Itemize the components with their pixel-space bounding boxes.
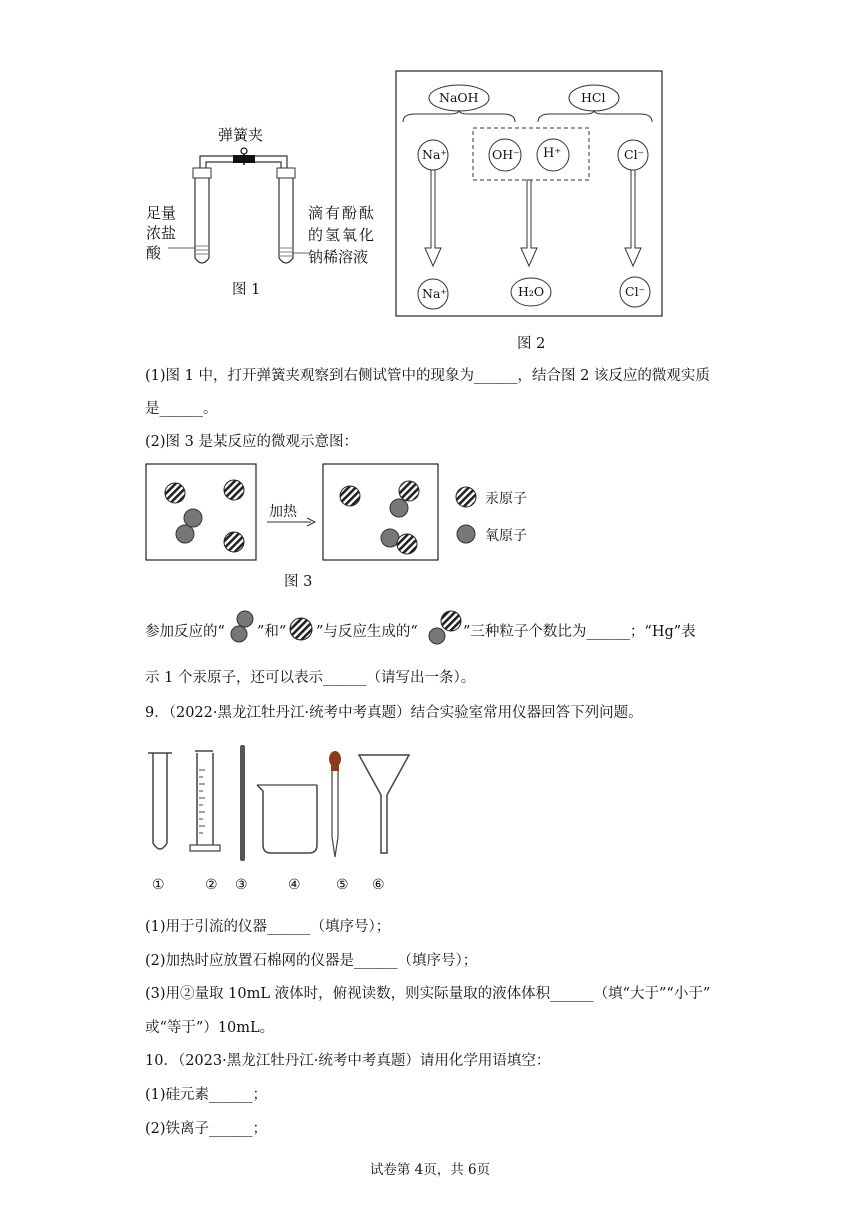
figure-1-caption: 图 1 [232, 282, 261, 298]
q9-sub3-line2: 或“等于”）10mL。 [145, 1020, 275, 1036]
lab-instruments [145, 745, 415, 895]
q10-sub1: (1)硅元素______； [145, 1087, 268, 1103]
left-label-line-2: 浓盐 [146, 224, 177, 242]
naoh-label: NaOH [439, 90, 479, 105]
q9-sub2: (2)加热时应放置石棉网的仪器是______（填序号）； [145, 953, 478, 969]
q8-part2-intro: (2)图 3 是某反应的微观示意图： [145, 434, 358, 450]
legend-mercury-label: 汞原子 [485, 491, 527, 507]
beaker-icon [257, 785, 317, 853]
sentence-part-3: ”与反应生成的“ [316, 624, 418, 640]
mercury-oxide-diagram [145, 463, 565, 563]
heating-label: 加热 [269, 504, 297, 520]
neutralization-diagram [395, 70, 695, 320]
left-label-line-1: 足量 [146, 204, 177, 222]
mercury-atom-icon [288, 616, 314, 642]
dropper-icon [329, 751, 341, 857]
instrument-label-4: ④ [288, 877, 301, 893]
instrument-label-5: ⑤ [336, 877, 349, 893]
na-ion-label: Na⁺ [422, 147, 447, 162]
q10-title: 10．（2023·黑龙江牡丹江·统考中考真题）请用化学用语填空： [145, 1053, 551, 1069]
left-label-line-3: 酸 [146, 244, 162, 262]
oxygen-atom-legend-icon [457, 525, 475, 543]
clamp-label: 弹簧夹 [218, 126, 264, 144]
q10-sub2: (2)铁离子______； [145, 1121, 268, 1137]
graduated-cylinder-icon [190, 751, 220, 851]
q8-part1-line1: (1)图 1 中，打开弹簧夹观察到右侧试管中的现象为______，结合图 2 该反应的微观实质 [145, 368, 710, 384]
q9-sub3-line1: (3)用②量取 10mL 液体时，俯视读数，则实际量取的液体体积______（填“大于”“小于” [145, 986, 711, 1002]
oh-ion-label: OH⁻ [492, 147, 520, 162]
funnel-icon [359, 755, 409, 853]
hcl-label: HCl [581, 90, 606, 105]
right-label-line-3: 钠稀溶液 [308, 248, 369, 266]
figure-2 [395, 70, 695, 355]
figure-2-caption: 图 2 [517, 336, 546, 352]
q8-part2-line2: 示 1 个汞原子，还可以表示______（请写出一条）。 [145, 670, 476, 686]
mercury-atom-legend-icon [456, 487, 476, 507]
oxygen-molecule-icon [229, 610, 257, 644]
cl-ion-label: Cl⁻ [624, 147, 645, 162]
q8-part2-sentence [145, 610, 745, 646]
instrument-label-3: ③ [235, 877, 248, 893]
figure-3-caption: 图 3 [284, 574, 313, 590]
right-label-line-1: 滴有酚酞 [308, 204, 377, 222]
right-label-line-2: 的氢氧化 [308, 226, 377, 244]
sentence-part-4: ”三种粒子个数比为______；“Hg”表 [463, 624, 696, 640]
sentence-part-1: 参加反应的“ [145, 624, 225, 640]
cl-product-label: Cl⁻ [625, 284, 646, 299]
instruments-drawing [145, 745, 415, 865]
instrument-label-1: ① [152, 877, 165, 893]
sentence-part-2: ”和“ [257, 624, 287, 640]
na-product-label: Na⁺ [422, 286, 447, 301]
figure-3 [145, 463, 565, 593]
q8-part1-line2: 是______。 [145, 401, 218, 417]
test-tube-icon [148, 753, 172, 849]
h2o-product-label: H₂O [518, 284, 545, 299]
page-footer: 试卷第 4页，共 6页 [369, 1162, 491, 1178]
glass-rod-icon [240, 745, 245, 861]
figure-1 [140, 120, 390, 305]
legend-oxygen-label: 氧原子 [485, 528, 527, 544]
instrument-label-2: ② [205, 877, 218, 893]
mercury-oxide-molecule-icon [427, 610, 463, 646]
q9-title: 9．（2022·黑龙江牡丹江·统考中考真题）结合实验室常用仪器回答下列问题。 [145, 705, 643, 721]
q9-sub1: (1)用于引流的仪器______（填序号）； [145, 919, 391, 935]
instrument-label-6: ⑥ [372, 877, 385, 893]
h-ion-label: H⁺ [543, 146, 562, 161]
